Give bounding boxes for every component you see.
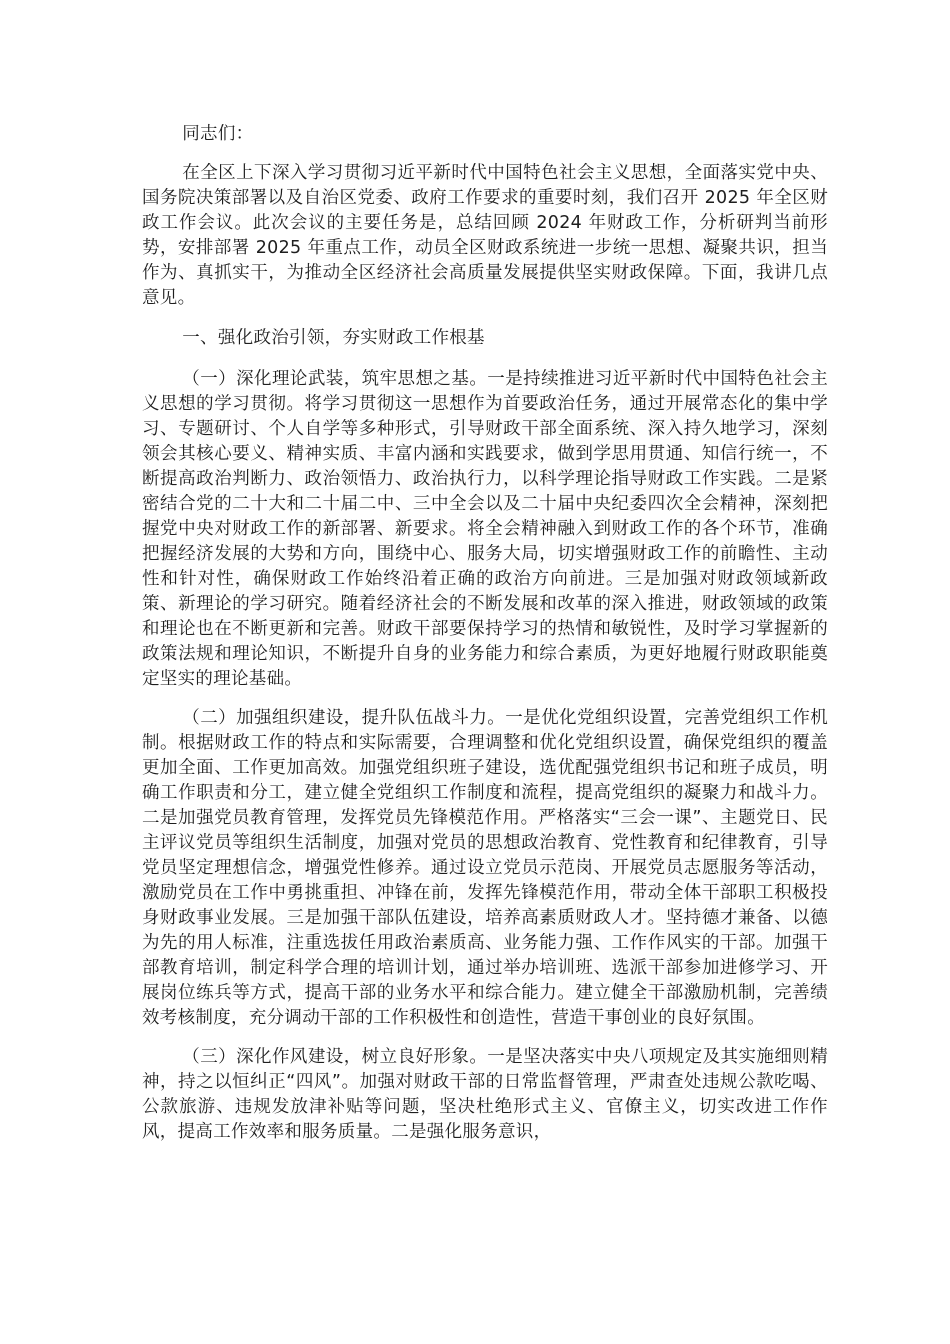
intro-paragraph: 在全区上下深入学习贯彻习近平新时代中国特色社会主义思想，全面落实党中央、国务院决策部署以及自治区党委、政府工作要求的重要时刻，我们召开 2025 年全区财政工作会议。此次会议的主要任务是，总结回顾 2024 年财政工作，分析研判当前形势，安排部署 2025 年重点工作，动员全区财政系统进一步统一思想、凝聚共识，担当作为、真抓实干，为推动全区经济社会高质量发展提供坚实财政保障。下面，我讲几点意见。 <box>142 163 828 308</box>
greeting: 同志们： <box>182 124 254 144</box>
section-heading-1: 一、强化政治引领，夯实财政工作根基 <box>182 328 485 348</box>
subsection-paragraph-3: （三）深化作风建设，树立良好形象。一是坚决落实中央八项规定及其实施细则精神，持之以恒纠正“四风”。加强对财政干部的日常监督管理，严肃查处违规公款吃喝、公款旅游、违规发放津补贴等问题，坚决杜绝形式主义、官僚主义，切实改进工作作风，提高工作效率和服务质量。二是强化服务意识， <box>142 1047 828 1142</box>
document-body <box>142 122 828 1159</box>
subsection-paragraph-2: （二）加强组织建设，提升队伍战斗力。一是优化党组织设置，完善党组织工作机制。根据财政工作的特点和实际需要，合理调整和优化党组织设置，确保党组织的覆盖更加全面、工作更加高效。加强党组织班子建设，选优配强党组织书记和班子成员，明确工作职责和分工，建立健全党组织工作制度和流程，提高党组织的凝聚力和战斗力。二是加强党员教育管理，发挥党员先锋模范作用。严格落实“三会一课”、主题党日、民主评议党员等组织生活制度，加强对党员的思想政治教育、党性教育和纪律教育，引导党员坚定理想信念，增强党性修养。通过设立党员示范岗、开展党员志愿服务等活动，激励党员在工作中勇挑重担、冲锋在前，发挥先锋模范作用，带动全体干部职工积极投身财政事业发展。三是加强干部队伍建设，培养高素质财政人才。坚持德才兼备、以德为先的用人标准，注重选拔任用政治素质高、业务能力强、工作作风实的干部。加强干部教育培训，制定科学合理的培训计划，通过举办培训班、选派干部参加进修学习、开展岗位练兵等方式，提高干部的业务水平和综合能力。建立健全干部激励机制，完善绩效考核制度，充分调动干部的工作积极性和创造性，营造干事创业的良好氛围。 <box>142 708 828 1028</box>
subsection-paragraph-1: （一）深化理论武装，筑牢思想之基。一是持续推进习近平新时代中国特色社会主义思想的学习贯彻。将学习贯彻这一思想作为首要政治任务，通过开展常态化的集中学习、专题研讨、个人自学等多种形式，引导财政干部全面系统、深入持久地学习，深刻领会其核心要义、精神实质、丰富内涵和实践要求，做到学思用贯通、知信行统一，不断提高政治判断力、政治领悟力、政治执行力，以科学理论指导财政工作实践。二是紧密结合党的二十大和二十届二中、三中全会以及二十届中央纪委四次全会精神，深刻把握党中央对财政工作的新部署、新要求。将全会精神融入到财政工作的各个环节，准确把握经济发展的大势和方向，围绕中心、服务大局，切实增强财政工作的前瞻性、主动性和针对性，确保财政工作始终沿着正确的政治方向前进。三是加强对财政领域新政策、新理论的学习研究。随着经济社会的不断发展和改革的深入推进，财政领域的政策和理论也在不断更新和完善。财政干部要保持学习的热情和敏锐性，及时学习掌握新的政策法规和理论知识，不断提升自身的业务能力和综合素质，为更好地履行财政职能奠定坚实的理论基础。 <box>142 369 828 689</box>
